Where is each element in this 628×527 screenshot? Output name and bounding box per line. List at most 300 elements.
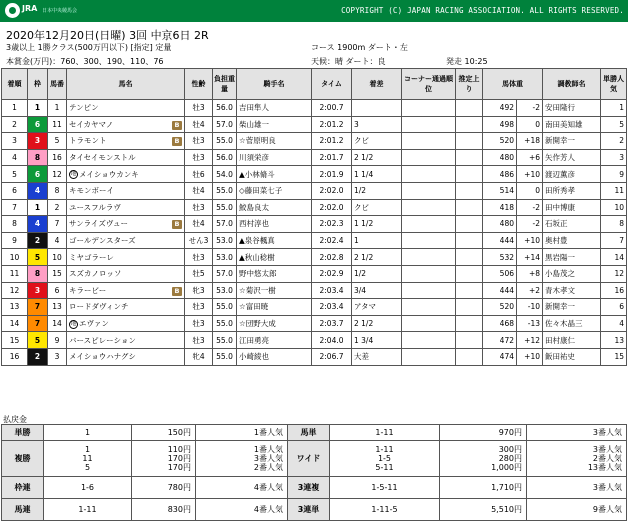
- trainer-name: 黒岩陽一: [543, 249, 601, 266]
- col-body-weight: 馬体重: [483, 69, 543, 100]
- wide-combo: 1-5: [377, 454, 392, 463]
- finish-position: 6: [2, 182, 28, 199]
- jockey-name: ◇藤田菜七子: [237, 182, 312, 199]
- body-weight-diff: +6: [517, 149, 543, 166]
- sex-age: 牡3: [185, 199, 213, 216]
- col-finish: 着順: [2, 69, 28, 100]
- col-margin: 着差: [352, 69, 402, 100]
- finish-position: 16: [2, 348, 28, 365]
- horse-name: [67, 166, 185, 183]
- finish-time: 2:02.9: [312, 265, 352, 282]
- body-weight: 444: [483, 282, 517, 299]
- finish-time: 2:01.2: [312, 133, 352, 150]
- race-start-time: 発走 10:25: [446, 57, 488, 66]
- wide-amount: 1,000円: [491, 463, 522, 472]
- last-3f: [456, 149, 483, 166]
- margin: アタマ: [352, 299, 402, 316]
- sanrenpuku-amount: 1,710円: [440, 477, 527, 499]
- horse-name-text: スズカノロッソ: [69, 269, 122, 279]
- fukusho-pop: 1番人気: [253, 445, 283, 454]
- table-row: [2, 133, 627, 150]
- frame-number: 2: [28, 348, 48, 365]
- body-weight: 444: [483, 232, 517, 249]
- horse-name-text: バースピレーション: [69, 335, 136, 345]
- horse-name-text: セイカヤマノ: [69, 119, 114, 129]
- body-weight: 520: [483, 133, 517, 150]
- frame-number: 6: [28, 116, 48, 133]
- sex-age: 牡3: [185, 299, 213, 316]
- margin: クビ: [352, 199, 402, 216]
- last-3f: [456, 265, 483, 282]
- blinker-badge: B: [172, 220, 182, 229]
- horse-name-text: キモンボーイ: [69, 186, 114, 196]
- frame-number: 5: [28, 332, 48, 349]
- tansho-pop: 1番人気: [196, 425, 288, 441]
- horse-number: 15: [48, 265, 67, 282]
- finish-time: 2:04.0: [312, 332, 352, 349]
- popularity: 1: [601, 100, 627, 117]
- frame-number: 1: [28, 100, 48, 117]
- corner-positions: [402, 199, 456, 216]
- frame-number: 6: [28, 166, 48, 183]
- fukusho-amounts: [132, 441, 196, 477]
- horse-number: 8: [48, 182, 67, 199]
- carried-weight: 55.0: [213, 133, 237, 150]
- body-weight-diff: -2: [517, 199, 543, 216]
- trainer-name: 南田美知雄: [543, 116, 601, 133]
- finish-time: 2:02.0: [312, 182, 352, 199]
- results-table: [1, 68, 627, 366]
- last-3f: [456, 315, 483, 332]
- finish-position: 1: [2, 100, 28, 117]
- body-weight-diff: +10: [517, 348, 543, 365]
- wakuren-pop: 4番人気: [196, 477, 288, 499]
- payout-row-fukusho: [2, 441, 627, 477]
- payout-label: 払戻金: [3, 415, 27, 424]
- umatan-pop: 3番人気: [527, 425, 627, 441]
- last-3f: [456, 216, 483, 233]
- jockey-name: ▲小林脩斗: [237, 166, 312, 183]
- horse-number: 4: [48, 232, 67, 249]
- corner-positions: [402, 116, 456, 133]
- payout-row-umaren: [2, 499, 627, 521]
- wide-combos: [330, 441, 440, 477]
- col-trainer: 調教師名: [543, 69, 601, 100]
- sex-age: 牡4: [185, 216, 213, 233]
- wide-pop: 3番人気: [592, 445, 622, 454]
- margin: 1 1/4: [352, 166, 402, 183]
- body-weight-diff: 0: [517, 116, 543, 133]
- table-row: [2, 166, 627, 183]
- finish-time: 2:02.3: [312, 216, 352, 233]
- frame-number: 3: [28, 133, 48, 150]
- carried-weight: 54.0: [213, 166, 237, 183]
- popularity: 14: [601, 249, 627, 266]
- horse-number: 16: [48, 149, 67, 166]
- table-row: [2, 332, 627, 349]
- margin: 2 1/2: [352, 149, 402, 166]
- finish-position: 7: [2, 199, 28, 216]
- corner-positions: [402, 282, 456, 299]
- wide-pop: 13番人気: [587, 463, 622, 472]
- umaren-label: 馬連: [2, 499, 44, 521]
- corner-positions: [402, 265, 456, 282]
- finish-position: 12: [2, 282, 28, 299]
- horse-name: [67, 182, 185, 199]
- wide-pop: 2番人気: [592, 454, 622, 463]
- jockey-name: ☆富田暁: [237, 299, 312, 316]
- last-3f: [456, 348, 483, 365]
- finish-position: 8: [2, 216, 28, 233]
- horse-name: [67, 348, 185, 365]
- horse-name-text: メイショウカンキ: [79, 169, 139, 179]
- body-weight: 514: [483, 182, 517, 199]
- wide-amounts: [440, 441, 527, 477]
- popularity: 6: [601, 299, 627, 316]
- horse-number: 12: [48, 166, 67, 183]
- trainer-name: 安田隆行: [543, 100, 601, 117]
- results-body: [2, 100, 627, 366]
- horse-name: [67, 282, 185, 299]
- body-weight-diff: +18: [517, 133, 543, 150]
- last-3f: [456, 133, 483, 150]
- jockey-name: ☆菊沢一樹: [237, 282, 312, 299]
- horse-name-text: キラービー: [69, 285, 107, 295]
- horse-name-text: テンピン: [69, 103, 99, 113]
- table-row: [2, 232, 627, 249]
- margin: 1: [352, 232, 402, 249]
- horse-name-text: トラモント: [69, 136, 107, 146]
- sex-age: 牝4: [185, 348, 213, 365]
- fukusho-amount: 110円: [167, 445, 191, 454]
- carried-weight: 53.0: [213, 232, 237, 249]
- horse-name: [67, 299, 185, 316]
- table-row: [2, 116, 627, 133]
- body-weight-diff: +10: [517, 166, 543, 183]
- sex-age: 牡3: [185, 332, 213, 349]
- margin: 3/4: [352, 282, 402, 299]
- umatan-label: 馬単: [288, 425, 330, 441]
- carried-weight: 57.0: [213, 116, 237, 133]
- trainer-name: 奥村豊: [543, 232, 601, 249]
- local-horse-mark: 地: [70, 171, 77, 178]
- horse-name-text: ユースフルラヴ: [69, 202, 121, 212]
- horse-number: 5: [48, 133, 67, 150]
- horse-name: [67, 100, 185, 117]
- popularity: 9: [601, 166, 627, 183]
- sanrentan-label: 3連単: [288, 499, 330, 521]
- finish-time: 2:02.4: [312, 232, 352, 249]
- last-3f: [456, 282, 483, 299]
- jockey-name: ☆菅原明良: [237, 133, 312, 150]
- jockey-name: 江田勇亮: [237, 332, 312, 349]
- margin: 1/2: [352, 182, 402, 199]
- jockey-name: 川須栄彦: [237, 149, 312, 166]
- horse-name-text: ロードダヴィンチ: [69, 302, 129, 312]
- horse-number: 14: [48, 315, 67, 332]
- fukusho-combo: 5: [84, 463, 91, 472]
- fukusho-combos: [44, 441, 132, 477]
- finish-position: 3: [2, 133, 28, 150]
- finish-position: 5: [2, 166, 28, 183]
- carried-weight: 55.0: [213, 315, 237, 332]
- fukusho-label: 複勝: [2, 441, 44, 477]
- popularity: 11: [601, 182, 627, 199]
- popularity: 2: [601, 133, 627, 150]
- sanrenpuku-combo: 1-5-11: [330, 477, 440, 499]
- finish-time: 2:01.7: [312, 149, 352, 166]
- horse-number: 9: [48, 332, 67, 349]
- margin: クビ: [352, 133, 402, 150]
- body-weight: 418: [483, 199, 517, 216]
- corner-positions: [402, 332, 456, 349]
- last-3f: [456, 332, 483, 349]
- horse-name: [67, 332, 185, 349]
- carried-weight: 55.0: [213, 332, 237, 349]
- jra-logo-icon: [5, 3, 20, 18]
- trainer-name: 新開幸一: [543, 299, 601, 316]
- blinker-badge: B: [172, 121, 182, 130]
- carried-weight: 53.0: [213, 282, 237, 299]
- horse-number: 10: [48, 249, 67, 266]
- horse-name-text: サンライズヴュー: [69, 219, 129, 229]
- frame-number: 4: [28, 182, 48, 199]
- horse-name: [67, 149, 185, 166]
- sanrenpuku-pop: 3番人気: [527, 477, 627, 499]
- logo-text: JRA: [22, 4, 38, 13]
- finish-time: 2:02.0: [312, 199, 352, 216]
- wide-pops: [527, 441, 627, 477]
- top-banner: [0, 0, 628, 22]
- col-time: タイム: [312, 69, 352, 100]
- race-title: 2020年12月20日(日曜) 3回 中京6日 2R: [6, 29, 209, 42]
- finish-time: 2:03.4: [312, 299, 352, 316]
- race-weather: 天候：晴 ダート：良: [311, 57, 386, 66]
- popularity: 16: [601, 282, 627, 299]
- body-weight-diff: -2: [517, 216, 543, 233]
- horse-name-text: エヴァン: [79, 319, 109, 329]
- finish-position: 15: [2, 332, 28, 349]
- carried-weight: 56.0: [213, 100, 237, 117]
- table-row: [2, 282, 627, 299]
- table-row: [2, 265, 627, 282]
- jockey-name: ▲泉谷楓真: [237, 232, 312, 249]
- race-conditions: 3歳以上 1勝クラス(500万円以下) [指定] 定量: [6, 43, 172, 52]
- finish-time: 2:02.8: [312, 249, 352, 266]
- body-weight-diff: +14: [517, 249, 543, 266]
- finish-position: 14: [2, 315, 28, 332]
- body-weight: 474: [483, 348, 517, 365]
- wide-amount: 300円: [498, 445, 522, 454]
- body-weight: 486: [483, 166, 517, 183]
- horse-name: [67, 265, 185, 282]
- corner-positions: [402, 299, 456, 316]
- popularity: 12: [601, 265, 627, 282]
- sex-age: 牡3: [185, 315, 213, 332]
- margin: 2 1/2: [352, 249, 402, 266]
- sex-age: 牡5: [185, 265, 213, 282]
- popularity: 8: [601, 216, 627, 233]
- trainer-name: 小島茂之: [543, 265, 601, 282]
- sex-age: 牡3: [185, 249, 213, 266]
- body-weight: 520: [483, 299, 517, 316]
- jockey-name: 小崎綾也: [237, 348, 312, 365]
- horse-name: [67, 232, 185, 249]
- finish-time: 2:06.7: [312, 348, 352, 365]
- blinker-badge: B: [172, 137, 182, 146]
- trainer-name: 田中博康: [543, 199, 601, 216]
- horse-number: 7: [48, 216, 67, 233]
- logo-subtitle: 日本中央競馬会: [42, 8, 78, 14]
- trainer-name: 飯田祐史: [543, 348, 601, 365]
- wide-label: ワイド: [288, 441, 330, 477]
- last-3f: [456, 116, 483, 133]
- trainer-name: 石坂正: [543, 216, 601, 233]
- fukusho-pop: 3番人気: [253, 454, 283, 463]
- trainer-name: 渡辺薫彦: [543, 166, 601, 183]
- col-weight: 負担重量: [213, 69, 237, 100]
- body-weight-diff: +10: [517, 232, 543, 249]
- frame-number: 7: [28, 315, 48, 332]
- finish-position: 11: [2, 265, 28, 282]
- sanrentan-combo: 1-11-5: [330, 499, 440, 521]
- body-weight: 468: [483, 315, 517, 332]
- umaren-pop: 4番人気: [196, 499, 288, 521]
- frame-number: 8: [28, 265, 48, 282]
- popularity: 13: [601, 332, 627, 349]
- carried-weight: 57.0: [213, 216, 237, 233]
- body-weight: 472: [483, 332, 517, 349]
- frame-number: 1: [28, 199, 48, 216]
- horse-number: 1: [48, 100, 67, 117]
- jockey-name: 西村淳也: [237, 216, 312, 233]
- frame-number: 7: [28, 299, 48, 316]
- corner-positions: [402, 348, 456, 365]
- tansho-combo: 1: [44, 425, 132, 441]
- body-weight: 532: [483, 249, 517, 266]
- finish-position: 4: [2, 149, 28, 166]
- corner-positions: [402, 100, 456, 117]
- table-row: [2, 299, 627, 316]
- col-sex-age: 性齢: [185, 69, 213, 100]
- last-3f: [456, 232, 483, 249]
- body-weight-diff: +8: [517, 265, 543, 282]
- margin: 1 1/2: [352, 216, 402, 233]
- sex-age: せん3: [185, 232, 213, 249]
- trainer-name: 新開幸一: [543, 133, 601, 150]
- table-row: [2, 100, 627, 117]
- finish-position: 9: [2, 232, 28, 249]
- race-prize: 本賞金(万円)：760、300、190、110、76: [6, 57, 164, 66]
- col-number: 馬番: [48, 69, 67, 100]
- finish-time: 2:01.2: [312, 116, 352, 133]
- body-weight-diff: -13: [517, 315, 543, 332]
- horse-number: 3: [48, 348, 67, 365]
- body-weight-diff: -2: [517, 100, 543, 117]
- body-weight: 498: [483, 116, 517, 133]
- last-3f: [456, 166, 483, 183]
- jockey-name: 吉田隼人: [237, 100, 312, 117]
- margin: [352, 100, 402, 117]
- sex-age: 牡3: [185, 100, 213, 117]
- tansho-amount: 150円: [132, 425, 196, 441]
- sex-age: 牡3: [185, 149, 213, 166]
- body-weight-diff: 0: [517, 182, 543, 199]
- copyright: COPYRIGHT (C) JAPAN RACING ASSOCIATION. ALL RIGHTS RESERVED.: [341, 6, 624, 15]
- corner-positions: [402, 315, 456, 332]
- body-weight: 492: [483, 100, 517, 117]
- popularity: 3: [601, 149, 627, 166]
- carried-weight: 57.0: [213, 265, 237, 282]
- body-weight: 480: [483, 216, 517, 233]
- margin: 大差: [352, 348, 402, 365]
- body-weight: 506: [483, 265, 517, 282]
- fukusho-pop: 2番人気: [253, 463, 283, 472]
- fukusho-combo: 1: [84, 445, 91, 454]
- frame-number: 2: [28, 232, 48, 249]
- margin: 1 3/4: [352, 332, 402, 349]
- popularity: 15: [601, 348, 627, 365]
- umatan-combo: 1-11: [330, 425, 440, 441]
- table-row: [2, 348, 627, 365]
- horse-name-text: メイショウハナグシ: [69, 352, 136, 362]
- wakuren-combo: 1-6: [44, 477, 132, 499]
- sex-age: 牡4: [185, 182, 213, 199]
- horse-number: 2: [48, 199, 67, 216]
- last-3f: [456, 299, 483, 316]
- umaren-combo: 1-11: [44, 499, 132, 521]
- body-weight-diff: +12: [517, 332, 543, 349]
- corner-positions: [402, 149, 456, 166]
- sanrentan-pop: 9番人気: [527, 499, 627, 521]
- carried-weight: 55.0: [213, 199, 237, 216]
- col-jockey: 騎手名: [237, 69, 312, 100]
- popularity: 7: [601, 232, 627, 249]
- popularity: 5: [601, 116, 627, 133]
- col-last3f: 推定上り: [456, 69, 483, 100]
- corner-positions: [402, 182, 456, 199]
- corner-positions: [402, 216, 456, 233]
- sex-age: 牡6: [185, 166, 213, 183]
- race-course: コース 1900m ダート・左: [311, 43, 408, 52]
- last-3f: [456, 182, 483, 199]
- horse-name: [67, 116, 185, 133]
- wakuren-label: 枠連: [2, 477, 44, 499]
- body-weight-diff: -10: [517, 299, 543, 316]
- corner-positions: [402, 232, 456, 249]
- finish-time: 2:00.7: [312, 100, 352, 117]
- sex-age: 牝3: [185, 282, 213, 299]
- fukusho-combo: 11: [82, 454, 93, 463]
- jockey-name: ▲秋山稔樹: [237, 249, 312, 266]
- horse-number: 13: [48, 299, 67, 316]
- horse-name: [67, 315, 185, 332]
- table-row: [2, 315, 627, 332]
- fukusho-amount: 170円: [167, 463, 191, 472]
- tansho-label: 単勝: [2, 425, 44, 441]
- sanrentan-amount: 5,510円: [440, 499, 527, 521]
- body-weight-diff: +2: [517, 282, 543, 299]
- carried-weight: 53.0: [213, 249, 237, 266]
- trainer-name: 田村康仁: [543, 332, 601, 349]
- trainer-name: 矢作芳人: [543, 149, 601, 166]
- jockey-name: ☆団野大成: [237, 315, 312, 332]
- col-corner: コーナー通過順位: [402, 69, 456, 100]
- sex-age: 牡4: [185, 116, 213, 133]
- jockey-name: 野中悠太郎: [237, 265, 312, 282]
- horse-name: [67, 249, 185, 266]
- carried-weight: 55.0: [213, 348, 237, 365]
